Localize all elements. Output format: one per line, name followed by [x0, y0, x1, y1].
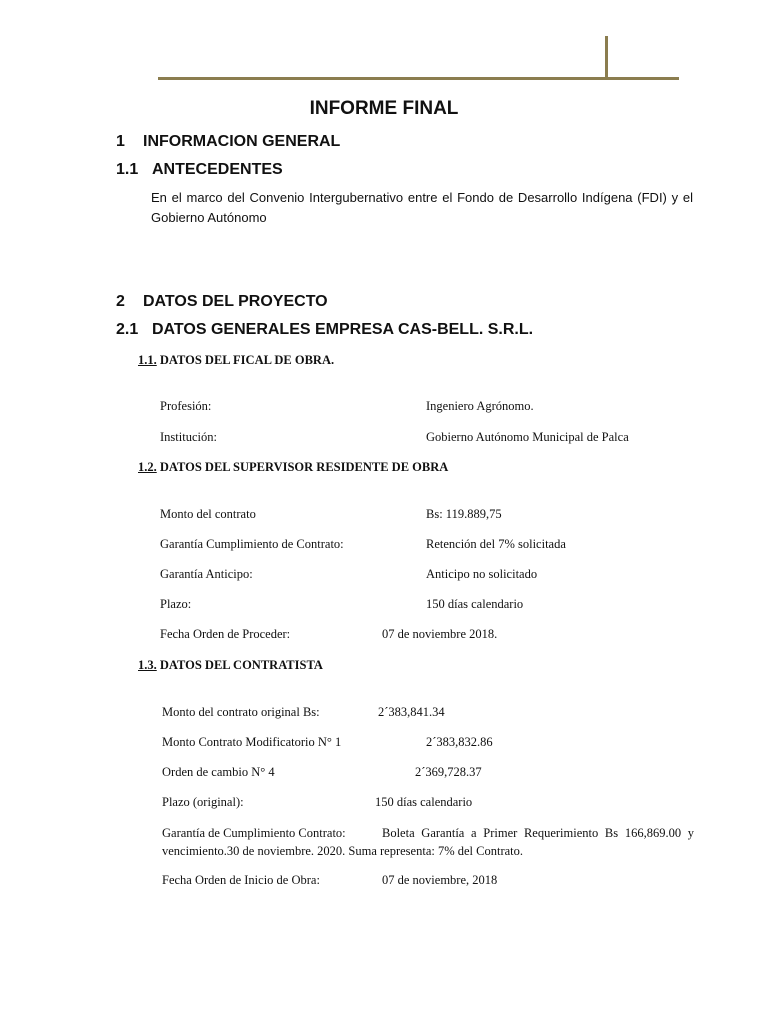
supervisor-garantia-cumplimiento-label: Garantía Cumplimiento de Contrato: — [160, 537, 344, 551]
contratista-garantia-value: Boleta Garantía a Primer Requerimiento Bs 166,869.00 y vencimiento.30 de noviembre. 2020. Suma representa: 7% del Contrato. — [162, 826, 694, 858]
section-1-title: INFORMACION GENERAL — [143, 133, 341, 150]
section-1-number: 1 — [116, 133, 125, 150]
supervisor-monto-label: Monto del contrato — [160, 507, 256, 521]
section-2-1-title: DATOS GENERALES EMPRESA CAS-BELL. S.R.L. — [152, 321, 534, 338]
fiscal-profesion-label: Profesión: — [160, 399, 212, 413]
section-1-heading — [116, 133, 341, 151]
contratista-garantia-label: Garantía de Cumplimiento Contrato: — [162, 826, 346, 840]
supervisor-monto-value: Bs: 119.889,75 — [426, 507, 502, 521]
fiscal-title: DATOS DEL FICAL DE OBRA. — [159, 353, 335, 367]
section-2-number: 2 — [116, 293, 125, 310]
header-rule — [158, 77, 679, 80]
supervisor-subheading — [138, 460, 448, 475]
supervisor-plazo-value: 150 días calendario — [426, 597, 524, 611]
section-2-1-number: 2.1 — [116, 321, 139, 338]
supervisor-fecha-value: 07 de noviembre 2018. — [382, 627, 498, 641]
contratista-monto-original-label: Monto del contrato original Bs: — [162, 705, 320, 719]
contratista-orden-cambio-value: 2´369,728.37 — [415, 765, 482, 779]
antecedentes-paragraph: En el marco del Convenio Intergubernativo entre el Fondo de Desarrollo Indígena (FDI) y el Gobierno Autónomo — [151, 190, 693, 225]
document-title: INFORME FINAL — [309, 98, 459, 119]
contratista-subheading — [138, 658, 323, 673]
contratista-number: 1.3. — [138, 658, 157, 672]
contratista-plazo-label: Plazo (original): — [162, 795, 244, 809]
supervisor-title: DATOS DEL SUPERVISOR RESIDENTE DE OBRA — [159, 460, 449, 474]
section-1-1-number: 1.1 — [116, 161, 139, 178]
supervisor-number: 1.2. — [138, 460, 157, 474]
contratista-garantia-paragraph — [162, 824, 694, 860]
fiscal-institucion-value: Gobierno Autónomo Municipal de Palca — [426, 430, 629, 444]
fiscal-subheading — [138, 353, 334, 368]
contratista-orden-cambio-label: Orden de cambio N° 4 — [162, 765, 275, 779]
section-2-title: DATOS DEL PROYECTO — [143, 293, 328, 310]
section-1-1-title: ANTECEDENTES — [152, 161, 283, 178]
section-1-1-heading — [116, 161, 283, 179]
supervisor-garantia-cumplimiento-value: Retención del 7% solicitada — [426, 537, 566, 551]
supervisor-fecha-label: Fecha Orden de Proceder: — [160, 627, 291, 641]
contratista-monto-original-value: 2´383,841.34 — [378, 705, 445, 719]
supervisor-garantia-anticipo-label: Garantía Anticipo: — [160, 567, 253, 581]
supervisor-plazo-label: Plazo: — [160, 597, 192, 611]
contratista-fecha-label: Fecha Orden de Inicio de Obra: — [162, 873, 320, 887]
supervisor-garantia-anticipo-value: Anticipo no solicitado — [426, 567, 538, 581]
section-2-heading — [116, 293, 328, 311]
contratista-fecha-value: 07 de noviembre, 2018 — [382, 873, 498, 887]
contratista-title: DATOS DEL CONTRATISTA — [159, 658, 323, 672]
header-rule-tick — [605, 36, 608, 78]
fiscal-institucion-label: Institución: — [160, 430, 217, 444]
section-2-1-heading — [116, 321, 534, 339]
contratista-modificatorio-label: Monto Contrato Modificatorio N° 1 — [162, 735, 342, 749]
fiscal-number: 1.1. — [138, 353, 157, 367]
contratista-modificatorio-value: 2´383,832.86 — [426, 735, 493, 749]
fiscal-profesion-value: Ingeniero Agrónomo. — [426, 399, 534, 413]
contratista-plazo-value: 150 días calendario — [375, 795, 473, 809]
